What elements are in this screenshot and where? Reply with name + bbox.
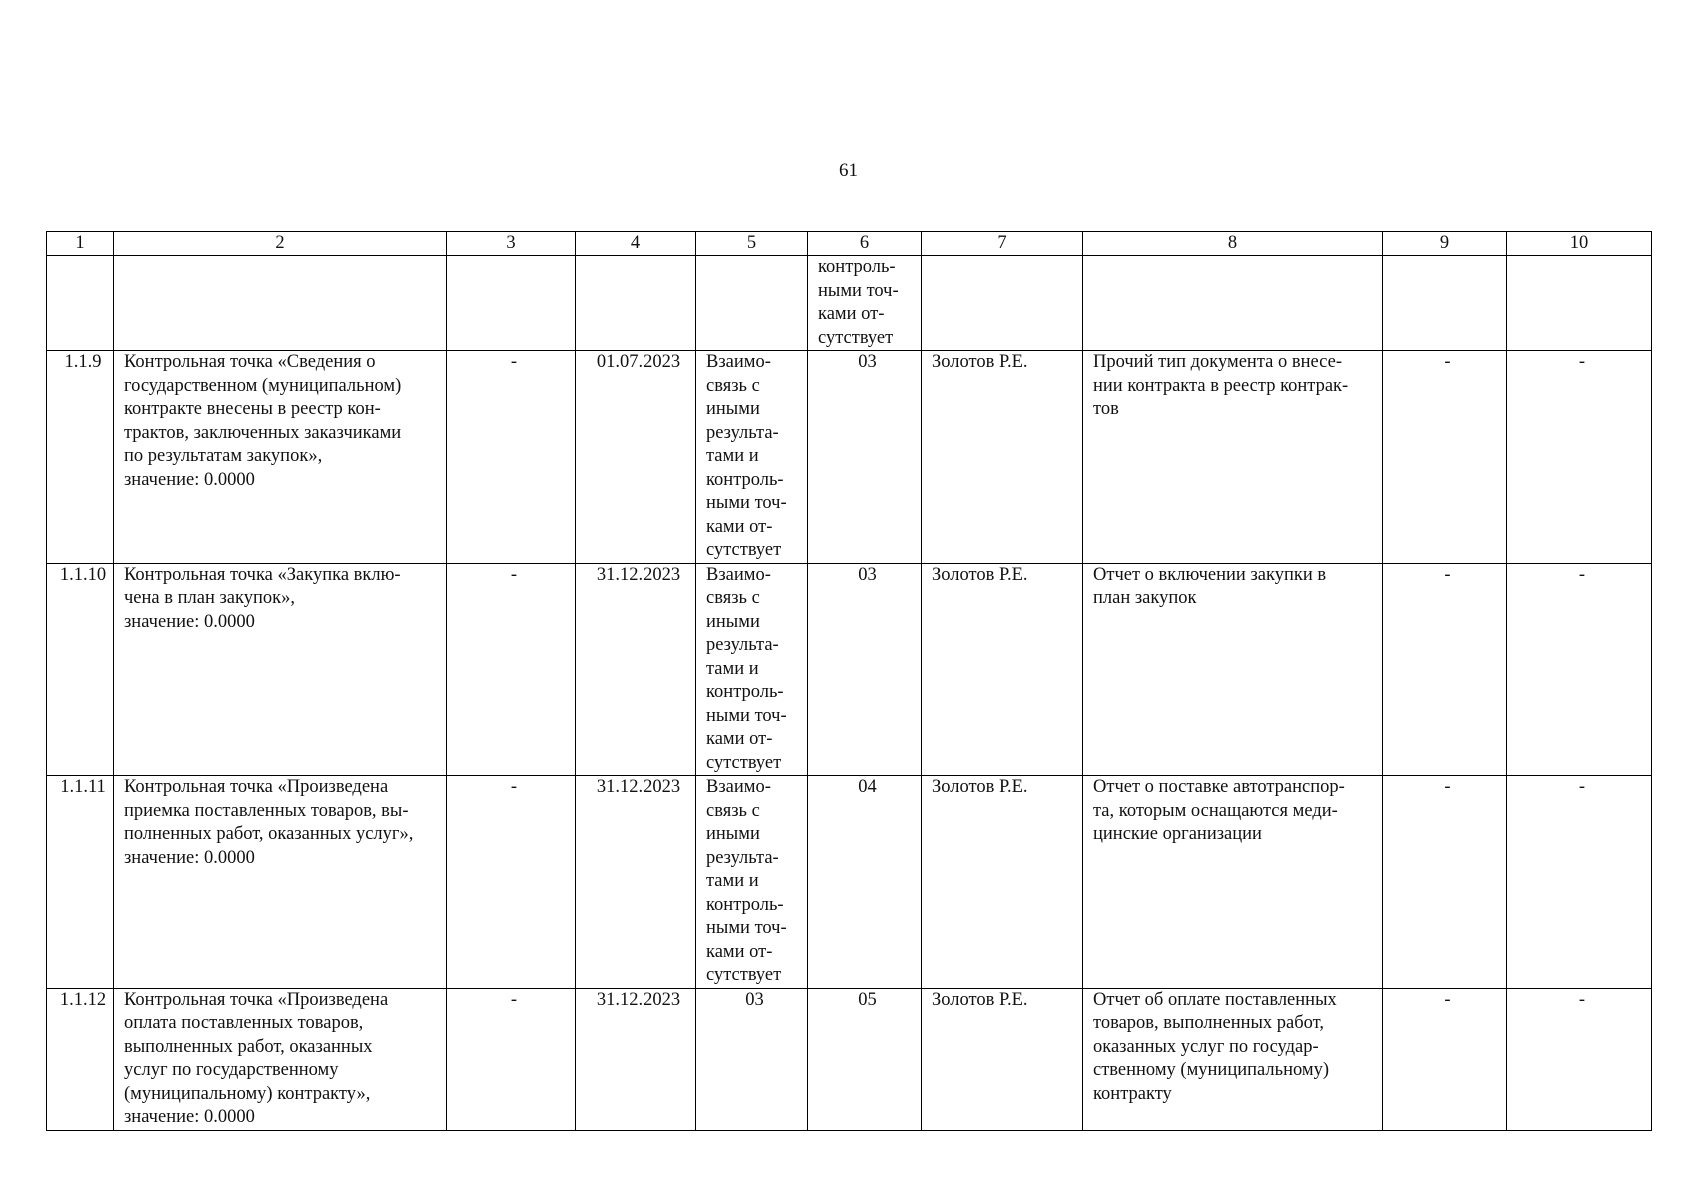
column-header: 1: [47, 232, 114, 256]
relation-cell: [696, 351, 808, 564]
doc-line: ственному (муниципальному): [1093, 1060, 1329, 1080]
relation-line: ными точ-: [818, 280, 899, 301]
col6-value: 04: [808, 776, 922, 989]
col6-value: 05: [808, 988, 922, 1130]
relation-line: результа-: [706, 422, 779, 443]
relation-line: ками от-: [706, 516, 773, 537]
col10-value: -: [1507, 776, 1652, 989]
cell-empty: [922, 256, 1083, 351]
relation-line: результа-: [706, 635, 779, 655]
document-type: [1083, 351, 1383, 564]
relation-line: иными: [706, 399, 760, 419]
document-type: [1083, 776, 1383, 989]
relation-line: Взаимо-: [706, 777, 771, 797]
col9-value: -: [1383, 776, 1507, 989]
relation-line: тами и: [706, 871, 759, 891]
relation-line: Взаимо-: [706, 352, 771, 372]
relation-line: контроль-: [818, 257, 896, 277]
relation-line: иными: [706, 824, 760, 844]
col6-value: 03: [808, 563, 922, 776]
cell-empty: [1507, 256, 1652, 351]
table-row: [47, 351, 1652, 564]
document-type: [1083, 563, 1383, 776]
doc-line: нии контракта в реестр контрак-: [1093, 375, 1349, 396]
cell-empty: [696, 256, 808, 351]
date-value: 01.07.2023: [576, 351, 696, 564]
document-type: [1083, 988, 1383, 1130]
col3-value: -: [447, 563, 576, 776]
relation-line: связь с: [706, 800, 760, 821]
relation-line: связь с: [706, 375, 760, 396]
col3-value: -: [447, 776, 576, 989]
col3-value: -: [447, 988, 576, 1130]
cell-empty: [47, 256, 114, 351]
relation-line: сутствует: [706, 752, 782, 773]
relation-line: контроль-: [706, 682, 784, 702]
name-line: Контрольная точка «Сведения о: [124, 352, 376, 372]
name-line: трактов, заключенных заказчиками: [124, 422, 402, 443]
relation-line: сутствует: [706, 965, 782, 985]
col10-value: -: [1507, 988, 1652, 1130]
name-line: по результатам закупок»,: [124, 446, 323, 466]
col9-value: -: [1383, 988, 1507, 1130]
cell-empty: [576, 256, 696, 351]
relation-line: ками от-: [818, 304, 885, 324]
responsible-person: Золотов Р.Е.: [922, 351, 1083, 564]
relation-line: сутствует: [706, 540, 782, 560]
table-row: [47, 776, 1652, 989]
responsible-person: Золотов Р.Е.: [922, 988, 1083, 1130]
control-point-name: [114, 351, 447, 564]
doc-line: оказанных услуг по государ-: [1093, 1036, 1319, 1057]
row-number: 1.1.12: [47, 988, 114, 1130]
relation-line: связь с: [706, 588, 760, 608]
continuation-row: [47, 256, 1652, 351]
date-value: 31.12.2023: [576, 563, 696, 776]
column-header: 3: [447, 232, 576, 256]
column-number-row: [47, 232, 1652, 256]
name-line: Контрольная точка «Произведена: [124, 777, 389, 797]
relation-cell: [696, 776, 808, 989]
doc-line: тов: [1093, 399, 1119, 419]
relation-line: иными: [706, 611, 760, 632]
name-line: значение: 0.0000: [124, 1107, 255, 1127]
responsible-person: Золотов Р.Е.: [922, 776, 1083, 989]
column-header: 4: [576, 232, 696, 256]
col6-value: 03: [808, 351, 922, 564]
name-line: государственном (муниципальном): [124, 375, 402, 396]
row-number: 1.1.11: [47, 776, 114, 989]
name-line: приемка поставленных товаров, вы-: [124, 800, 409, 821]
row-number: 1.1.9: [47, 351, 114, 564]
doc-line: товаров, выполненных работ,: [1093, 1013, 1324, 1033]
name-line: контракте внесены в реестр кон-: [124, 399, 381, 419]
cell-empty: [447, 256, 576, 351]
control-point-name: [114, 988, 447, 1130]
col10-value: -: [1507, 563, 1652, 776]
relation-line: ками от-: [706, 941, 773, 962]
cell-empty: [1383, 256, 1507, 351]
relation-cell: [696, 563, 808, 776]
control-points-table: [46, 231, 1652, 1131]
name-line: (муниципальному) контракту»,: [124, 1083, 371, 1104]
date-value: 31.12.2023: [576, 776, 696, 989]
name-line: услуг по государственному: [124, 1060, 339, 1080]
name-line: оплата поставленных товаров,: [124, 1013, 364, 1033]
page-number: 61: [839, 160, 858, 181]
relation-line: тами и: [706, 446, 759, 466]
name-line: Контрольная точка «Произведена: [124, 989, 389, 1010]
doc-line: Отчет о включении закупки в: [1093, 564, 1327, 585]
doc-line: контракту: [1093, 1083, 1172, 1104]
relation-cell: [696, 988, 808, 1130]
column-header: 7: [922, 232, 1083, 256]
doc-line: цинские организации: [1093, 824, 1262, 844]
column-header: 10: [1507, 232, 1652, 256]
cell-empty: [114, 256, 447, 351]
table-row: [47, 563, 1652, 776]
date-value: 31.12.2023: [576, 988, 696, 1130]
control-point-name: [114, 776, 447, 989]
relation-line: результа-: [706, 847, 779, 868]
relation-line: ными точ-: [706, 493, 787, 513]
col9-value: -: [1383, 563, 1507, 776]
col9-value: -: [1383, 351, 1507, 564]
cell-empty: [1083, 256, 1383, 351]
relation-line: Взаимо-: [706, 564, 771, 585]
name-line: выполненных работ, оказанных: [124, 1036, 373, 1057]
column-header: 6: [808, 232, 922, 256]
doc-line: Прочий тип документа о внесе-: [1093, 352, 1342, 372]
relation-line: тами и: [706, 658, 759, 679]
column-header: 8: [1083, 232, 1383, 256]
name-line: значение: 0.0000: [124, 847, 255, 868]
doc-line: план закупок: [1093, 588, 1197, 608]
column-header: 5: [696, 232, 808, 256]
col3-value: -: [447, 351, 576, 564]
name-line: значение: 0.0000: [124, 611, 255, 632]
responsible-person: Золотов Р.Е.: [922, 563, 1083, 776]
continuation-relation-cell: [808, 256, 922, 351]
name-line: значение: 0.0000: [124, 469, 255, 490]
relation-line: контроль-: [706, 469, 784, 490]
name-line: Контрольная точка «Закупка вклю-: [124, 564, 401, 585]
col10-value: -: [1507, 351, 1652, 564]
doc-line: та, которым оснащаются меди-: [1093, 800, 1338, 821]
column-header: 9: [1383, 232, 1507, 256]
control-point-name: [114, 563, 447, 776]
relation-line: ными точ-: [706, 705, 787, 726]
doc-line: Отчет о поставке автотранспор-: [1093, 777, 1345, 797]
relation-line: 03: [745, 989, 764, 1010]
name-line: полненных работ, оказанных услуг»,: [124, 824, 414, 844]
doc-line: Отчет об оплате поставленных: [1093, 989, 1337, 1010]
table-row: [47, 988, 1652, 1130]
column-header: 2: [114, 232, 447, 256]
row-number: 1.1.10: [47, 563, 114, 776]
relation-line: ками от-: [706, 729, 773, 749]
relation-line: ными точ-: [706, 918, 787, 938]
name-line: чена в план закупок»,: [124, 588, 295, 608]
relation-line: контроль-: [706, 894, 784, 915]
relation-line: сутствует: [818, 327, 894, 348]
